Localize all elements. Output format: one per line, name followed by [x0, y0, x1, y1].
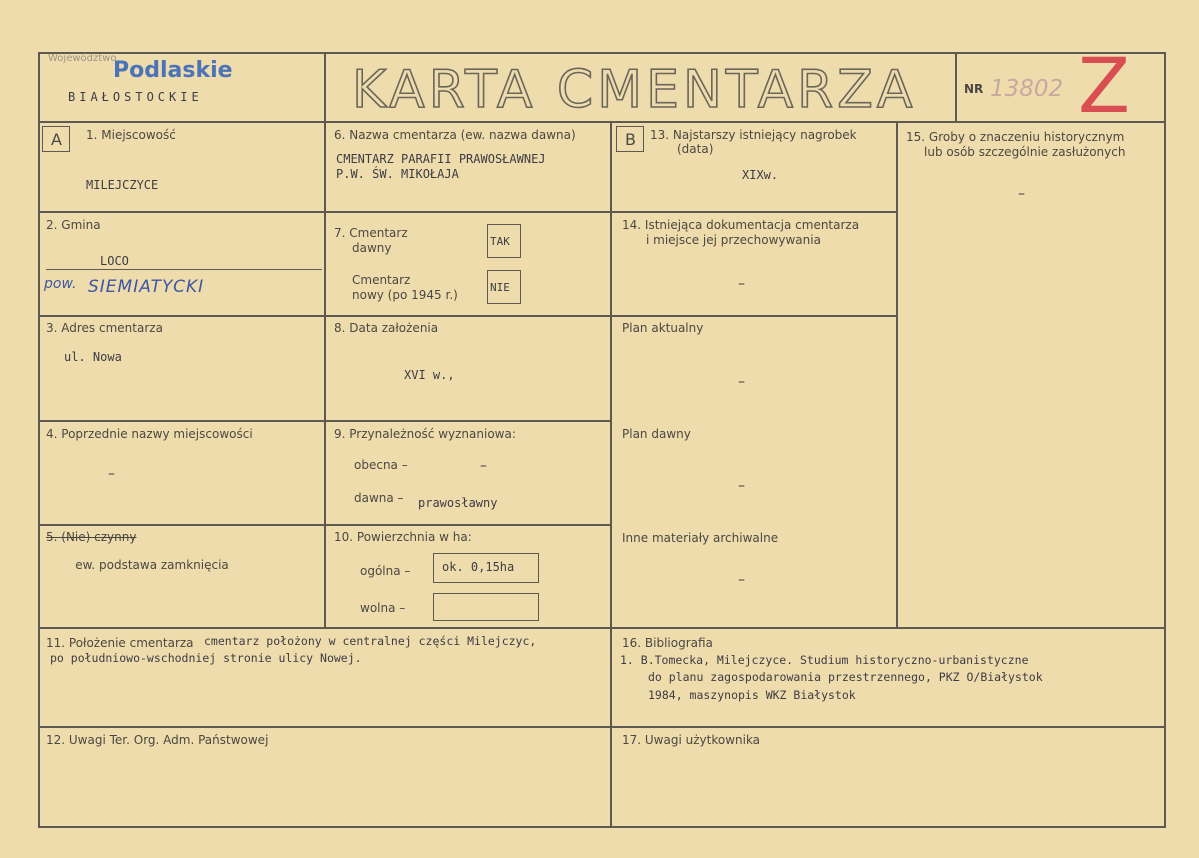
field-5-sub: [60, 544, 229, 586]
field-4-label: 4. Poprzednie nazwy miejscowości: [46, 427, 253, 441]
field-2-pow-prefix: pow.: [44, 276, 77, 292]
field-16-value-2: do planu zagospodarowania przestrzennego, PKZ O/Białystok: [648, 670, 1043, 684]
field-17-label: 17. Uwagi użytkownika: [622, 733, 761, 747]
nr-mark: Z: [1078, 41, 1131, 130]
plan-old-label: Plan dawny: [622, 427, 691, 441]
card-title: KARTA CMENTARZA: [352, 60, 917, 120]
plan-current-value: –: [738, 374, 745, 390]
field-2-value: LOCO: [100, 254, 129, 268]
plan-old-value: –: [738, 478, 745, 494]
header-divider: [38, 121, 1166, 123]
field-10-total-value: ok. 0,15ha: [442, 560, 515, 574]
field-13-value: XIXw.: [742, 168, 779, 182]
field-9-current-label: obecna –: [354, 458, 408, 472]
field-7-label-3: Cmentarz: [352, 273, 411, 287]
row-line-a2: [38, 315, 612, 317]
field-10-total-label: ogólna –: [360, 564, 411, 578]
section-a-box: [42, 126, 70, 152]
field-7-label-2: dawny: [352, 241, 392, 255]
field-4-value: –: [108, 466, 115, 482]
frame-right: [1164, 52, 1166, 828]
plan-current-label: Plan aktualny: [622, 321, 704, 335]
field-10-total-box: [433, 553, 539, 583]
field-8-label: 8. Data założenia: [334, 321, 439, 335]
field-11-value-1: cmentarz położony w centralnej części Milejczyc,: [204, 634, 537, 648]
field-10-free-label: wolna –: [360, 601, 406, 615]
field-15-label-2: lub osób szczególnie zasłużonych: [924, 145, 1126, 159]
voivodeship-stamp: Podlaskie: [113, 58, 233, 83]
field-7-old-box: [487, 224, 521, 258]
field-13-label-2: (data): [677, 142, 714, 156]
frame-top: [38, 52, 1166, 54]
field-12-label: 12. Uwagi Ter. Org. Adm. Państwowej: [46, 733, 269, 747]
voivodeship-old: BIAŁOSTOCKIE: [68, 90, 203, 104]
field-13-label-1: 13. Najstarszy istniejący nagrobek: [650, 128, 857, 142]
field-6-value-2: P.W. ŚW. MIKOŁAJA: [336, 167, 459, 181]
field-5-label: 5. (Nie) czynny: [46, 530, 137, 544]
field-9-current-value: –: [480, 458, 487, 474]
row-line-lower-mid: [38, 726, 1166, 728]
field-5-sub-text: ew. podstawa zamknięcia: [75, 558, 229, 572]
row-line-a1: [38, 211, 612, 213]
field-2-label: 2. Gmina: [46, 218, 101, 232]
col-line-1: [324, 121, 326, 627]
field-7-new-value: NIE: [490, 281, 510, 294]
field-1-value: MILEJCZYCE: [86, 178, 159, 192]
row-line-a4: [38, 524, 612, 526]
voivodeship-label: Województwo: [48, 53, 117, 64]
col-line-3: [896, 121, 898, 627]
section-b-letter: B: [625, 130, 636, 149]
header-vline-2: [955, 52, 957, 122]
field-15-value: –: [1018, 186, 1025, 202]
field-16-value-3: 1984, maszynopis WKZ Białystok: [648, 688, 856, 702]
section-a-letter: A: [51, 130, 62, 149]
field-11-label: 11. Położenie cmentarza: [46, 636, 194, 650]
field-9-label: 9. Przynależność wyznaniowa:: [334, 427, 516, 441]
field-16-value-1: 1. B.Tomecka, Milejczyce. Studium historyczno-urbanistyczne: [620, 653, 1029, 667]
field-16-label: 16. Bibliografia: [622, 636, 713, 650]
field-14-label-1: 14. Istniejąca dokumentacja cmentarza: [622, 218, 860, 232]
field-11-value-2: po południowo-wschodniej stronie ulicy Nowej.: [50, 651, 362, 665]
field-10-label: 10. Powierzchnia w ha:: [334, 530, 472, 544]
field-14-value: –: [738, 276, 745, 292]
field-7-old-value: TAK: [490, 235, 510, 248]
field-14-label-2: i miejsce jej przechowywania: [646, 233, 821, 247]
field-2-pow-value: SIEMIATYCKI: [88, 277, 205, 297]
pow-underline: [46, 269, 322, 270]
other-materials-value: –: [738, 572, 745, 588]
nr-label: NR: [964, 82, 984, 96]
field-7-new-box: [487, 270, 521, 304]
field-3-label: 3. Adres cmentarza: [46, 321, 163, 335]
row-line-a3: [38, 420, 612, 422]
field-8-value: XVI w.,: [404, 368, 455, 382]
col-line-2: [610, 121, 612, 827]
section-b-box: [616, 126, 644, 152]
frame-bottom: [38, 826, 1166, 828]
field-7-label-4: nowy (po 1945 r.): [352, 288, 458, 302]
other-materials-label: Inne materiały archiwalne: [622, 531, 779, 545]
field-9-former-value: prawosławny: [418, 496, 498, 510]
field-3-value: ul. Nowa: [64, 350, 122, 364]
frame-left: [38, 52, 40, 828]
row-line-b2: [612, 315, 898, 317]
header-vline-1: [324, 52, 326, 122]
field-10-free-box: [433, 593, 539, 621]
field-6-value-1: CMENTARZ PARAFII PRAWOSŁAWNEJ: [336, 152, 546, 166]
field-1-label: 1. Miejscowość: [86, 128, 176, 142]
field-9-former-label: dawna –: [354, 491, 404, 505]
field-15-label-1: 15. Groby o znaczeniu historycznym: [906, 130, 1125, 144]
nr-value: 13802: [990, 76, 1064, 102]
field-7-label-1: 7. Cmentarz: [334, 226, 408, 240]
row-line-b1: [612, 211, 898, 213]
field-6-label: 6. Nazwa cmentarza (ew. nazwa dawna): [334, 128, 576, 142]
row-line-lower-top: [38, 627, 1166, 629]
